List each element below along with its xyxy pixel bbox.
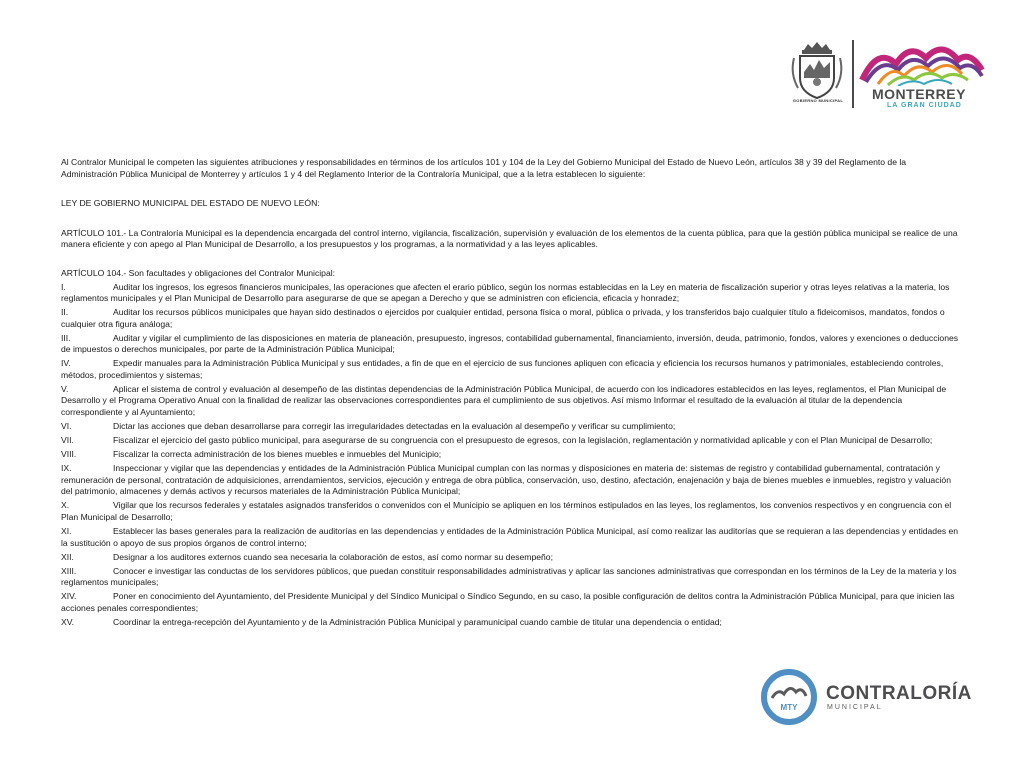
item-number: VI. bbox=[61, 421, 72, 432]
list-item bbox=[61, 358, 963, 381]
item-text: Vigilar que los recursos federales y estatales asignados transferidos o convenidos con el Municipio se apliquen en los términos estipulados en las leyes, los reglamentos, los convenios respectivos y en congruencia con el Plan Municipal de Desarrollo; bbox=[61, 500, 952, 522]
item-number: XIV. bbox=[61, 591, 77, 602]
contraloria-logo bbox=[760, 666, 972, 728]
item-text: Auditar y vigilar el cumplimiento de las disposiciones en materia de planeación, presupuesto, ingresos, contabilidad gubernamental, financiamiento, inversión, deuda, patrimonio, fondos, valores y exenciones o deducciones de impuestos o derechos municipales, por parte de la Administración Pública Municipal; bbox=[61, 332, 959, 355]
list-item bbox=[61, 591, 963, 614]
list-item bbox=[61, 282, 963, 305]
item-number: XI. bbox=[61, 526, 72, 537]
article-104-heading: ARTÍCULO 104.- Son facultades y obligaciones del Contralor Municipal: bbox=[61, 267, 336, 278]
list-item bbox=[61, 435, 963, 447]
item-number: X. bbox=[61, 500, 70, 511]
item-number: VIII. bbox=[61, 449, 77, 460]
item-number: IX. bbox=[61, 463, 72, 474]
list-item bbox=[61, 526, 963, 549]
item-number: V. bbox=[61, 383, 69, 394]
item-text: Auditar los ingresos, los egresos financieros municipales, las operaciones que afecten el erario público, según los normas establecidas en la Ley en materia de fiscalización superior y otras leyes relativas a la materia, los reglamentos municipales y el Plan Municipal de Desarrollo para asegurarse de que se apegan a Derecho y que se administren con eficiencia, eficacia y honradez; bbox=[61, 281, 950, 304]
item-number: IV. bbox=[61, 358, 71, 369]
badge-text: MTY bbox=[780, 703, 798, 712]
seal-caption: GOBIERNO MUNICIPAL bbox=[792, 98, 844, 103]
city-tagline: LA GRAN CIUDAD bbox=[887, 102, 962, 109]
intro-paragraph: Al Contralor Municipal le competen las siguientes atribuciones y responsabilidades en términos de los artículos 101 y 104 de la Ley del Gobierno Municipal del Estado de Nuevo León, artículos 38 y 39 del Reglamento de la Administración Pública Municipal de Monterrey y artículos 1 y 4 del Reglamento Interior de la Contraloría Municipal, que a la letra establecen lo siguiente: bbox=[61, 157, 907, 179]
header-logos bbox=[786, 36, 986, 112]
law-title: LEY DE GOBIERNO MUNICIPAL DEL ESTADO DE NUEVO LEÓN: bbox=[61, 198, 320, 208]
list-item bbox=[61, 463, 963, 498]
contraloria-subtitle: MUNICIPAL bbox=[827, 704, 883, 711]
item-text: Inspeccionar y vigilar que las dependencias y entidades de la Administración Pública Municipal cumplan con las normas y disposiciones en materia de: sistemas de registro y contabilidad gubernamental, contratación y remuneración de personal, contratación de adquisiciones, arrendamientos, servicios, ejecución y entrega de obra pública, conservación, uso, destino, afectación, enajenación y baja de bienes muebles e inmuebles, registro y valuación del patrimonio, almacenes y demás activos y recursos materiales de la Administración Pública Municipal; bbox=[61, 463, 951, 497]
list-item bbox=[61, 421, 963, 433]
list-item bbox=[61, 617, 963, 629]
item-text: Coordinar la entrega-recepción del Ayuntamiento y de la Administración Pública Municipal y paramunicipal cuando cambie de titular una dependencia o entidad; bbox=[113, 616, 722, 627]
logo-divider bbox=[852, 40, 854, 108]
item-text: Designar a los auditores externos cuando sea necesaria la colaboración de estos, así como normar su desempeño; bbox=[113, 551, 553, 562]
monterrey-mountain-arcs-icon bbox=[858, 40, 986, 86]
item-number: VII. bbox=[61, 435, 74, 446]
item-number: XII. bbox=[61, 551, 74, 562]
article-104-list bbox=[61, 282, 963, 629]
item-text: Poner en conocimiento del Ayuntamiento, del Presidente Municipal y del Síndico Municipal o Síndico Segundo, en su caso, la posible configuración de delitos contra la Administración Pública Municipal, para que inicien las acciones penales correspondientes; bbox=[61, 591, 955, 613]
item-text: Conocer e investigar las conductas de los servidores públicos, que puedan constituir responsabilidades administrativas y aplicar las sanciones administrativas que correspondan en los términos de la Ley de la materia y los reglamentos municipales; bbox=[61, 565, 957, 588]
list-item bbox=[61, 384, 963, 419]
item-number: XV. bbox=[61, 616, 75, 627]
list-item bbox=[61, 307, 963, 330]
item-text: Aplicar el sistema de control y evaluación al desempeño de las distintas dependencias de la Administración Pública Municipal, de acuerdo con los indicadores establecidos en las leyes, reglamentos, el Plan Municipal de Desarrollo y el Programa Operativo Anual con la finalidad de realizar las observaciones correspondientes para el cumplimiento de sus objetivos. Así mismo Informar el resultado de la evaluación al titular de la dependencia correspondiente y al Ayuntamiento; bbox=[61, 383, 947, 417]
item-text: Auditar los recursos públicos municipales que hayan sido destinados o ejercidos por cualquier entidad, persona física o moral, pública o privada, y los transferidos bajo cualquier título a fideicomisos, mandatos, fondos o cualquier otra figura análoga; bbox=[61, 307, 945, 329]
item-text: Fiscalizar el ejercicio del gasto público municipal, para asegurarse de su congruencia con el presupuesto de egresos, con la legislación, reglamentación y normatividad aplicable y con el Plan Municipal de Desarrollo; bbox=[113, 435, 933, 446]
item-number: XIII. bbox=[61, 565, 77, 576]
monterrey-logo bbox=[858, 40, 986, 110]
item-text: Expedir manuales para la Administración Pública Municipal y sus entidades, a fin de que en el ejercicio de sus funciones apliquen con eficacia y eficiencia los recursos humanos y patrimoniales, estableciendo controles, métodos, procedimientos y sistemas; bbox=[61, 358, 944, 380]
article-101: ARTÍCULO 101.- La Contraloría Municipal es la dependencia encargada del control interno, vigilancia, fiscalización, supervisión y evaluación de los elementos de la cuenta pública, para que la gestión pública municipal se realice de una manera eficiente y con apego al Plan Municipal de Desarrollo, a los presupuestos y los programas, a la normatividad y a las leyes aplicables. bbox=[61, 227, 958, 249]
list-item bbox=[61, 566, 963, 589]
item-number: III. bbox=[61, 332, 71, 343]
item-number: I. bbox=[61, 281, 66, 292]
city-name: MONTERREY bbox=[872, 86, 966, 102]
list-item bbox=[61, 333, 963, 356]
list-item bbox=[61, 449, 963, 461]
list-item bbox=[61, 552, 963, 564]
item-text: Fiscalizar la correcta administración de los bienes muebles e inmuebles del Municipio; bbox=[113, 449, 442, 460]
list-item bbox=[61, 500, 963, 523]
contraloria-name: CONTRALORÍA bbox=[826, 683, 972, 704]
item-text: Dictar las acciones que deban desarrollarse para corregir las irregularidades detectadas en la evaluación al desempeño y verificar su cumplimiento; bbox=[113, 421, 676, 432]
document-body bbox=[61, 157, 963, 631]
item-number: II. bbox=[61, 307, 69, 318]
contraloria-mty-circle-icon bbox=[760, 668, 818, 726]
item-text: Establecer las bases generales para la realización de auditorías en las dependencias y entidades de la Administración Pública Municipal, así como realizar las auditorías que se requieran a las dependencias y entidades en la sustitución o apoyo de sus propios órganos de control interno; bbox=[61, 526, 959, 548]
